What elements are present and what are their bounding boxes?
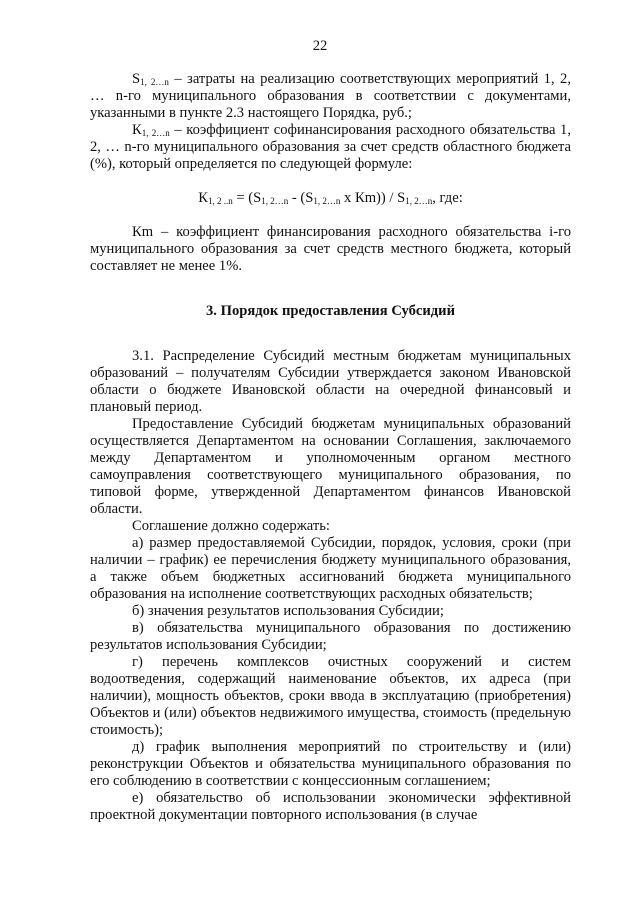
subscript: 1, 2…n xyxy=(141,128,170,138)
text-run: S xyxy=(132,71,141,87)
paragraph-k-definition xyxy=(90,122,571,173)
subscript: 1, 2…n xyxy=(261,196,289,206)
paragraph-3-1: 3.1. Распределение Субсидий местным бюджетам муниципальных образований – получателям Субсидии утверждается законом Ивановской области о бюджете Ивановской области на очередной финансовый и плановый период. xyxy=(90,348,571,415)
text-run: х Кm)) / S xyxy=(340,190,406,206)
paragraph-provision: Предоставление Субсидий бюджетам муниципальных образований осуществляется Департаментом на основании Соглашения, заключаемого между Департаментом и уполномоченным органом местного самоуправления соответствующего муниципального образования, по типовой форме, утвержденной Департаментом финансов Ивановской области. xyxy=(90,416,571,517)
list-item-b: б) значения результатов использования Субсидии; xyxy=(132,603,444,619)
list-item-g: г) перечень комплексов очистных сооружений и систем водоотведения, содержащий наименование объектов, их адреса (при наличии), мощность объектов, сроки ввода в эксплуатацию (приобретения) Объектов и (или) объектов недвижимого имущества, стоимость (предельную стоимость); xyxy=(90,654,571,738)
list-item-d: д) график выполнения мероприятий по строительству и (или) реконструкции Объектов и обязательства муниципального образования по его соблюдению в соответствии с концессионным соглашением; xyxy=(90,739,571,789)
text-run: К xyxy=(198,190,208,206)
text-run: – затраты на реализацию соответствующих мероприятий 1, 2, … n-го муниципального образования в соответствии с документами, указанными в пункте 2.3 настоящего Порядка, руб.; xyxy=(90,71,571,121)
text-run: - (S xyxy=(288,190,314,206)
paragraph-agreement-intro: Соглашение должно содержать: xyxy=(132,518,330,534)
subscript: 1, 2…n xyxy=(405,196,433,206)
subscript: 1, 2 ..n xyxy=(207,196,233,206)
paragraph-s-definition xyxy=(90,71,571,122)
text-run: – коэффициент софинансирования расходного обязательства 1, 2, … n-го муниципального образования за счет средств областного бюджета (%), который определяется по следующей формуле: xyxy=(90,122,571,172)
subscript: 1, 2…n xyxy=(140,77,169,87)
formula xyxy=(90,190,571,207)
text-run: К xyxy=(132,122,142,138)
section-heading: 3. Порядок предоставления Субсидий xyxy=(206,303,455,319)
paragraph-km-definition: Кm – коэффициент финансирования расходного обязательства i-го муниципального образования за счет средств местного бюджета, который составляет не менее 1%. xyxy=(90,224,571,274)
list-item-a: а) размер предоставляемой Субсидии, порядок, условия, сроки (при наличии – график) ее перечисления бюджету муниципального образования, а также объем бюджетных ассигнований бюджета муниципального образования на исполнение соответствующих расходных обязательств; xyxy=(90,535,571,602)
subscript: 1, 2…n xyxy=(313,196,341,206)
list-item-v: в) обязательства муниципального образования по достижению результатов использования Субсидии; xyxy=(90,620,571,653)
list-item-e: е) обязательство об использовании экономически эффективной проектной документации повторного использования (в случае xyxy=(90,790,571,823)
text-run: = (S xyxy=(232,190,262,206)
document-body xyxy=(90,71,571,824)
text-run: , где: xyxy=(432,190,463,206)
page-number: 22 xyxy=(312,38,328,54)
